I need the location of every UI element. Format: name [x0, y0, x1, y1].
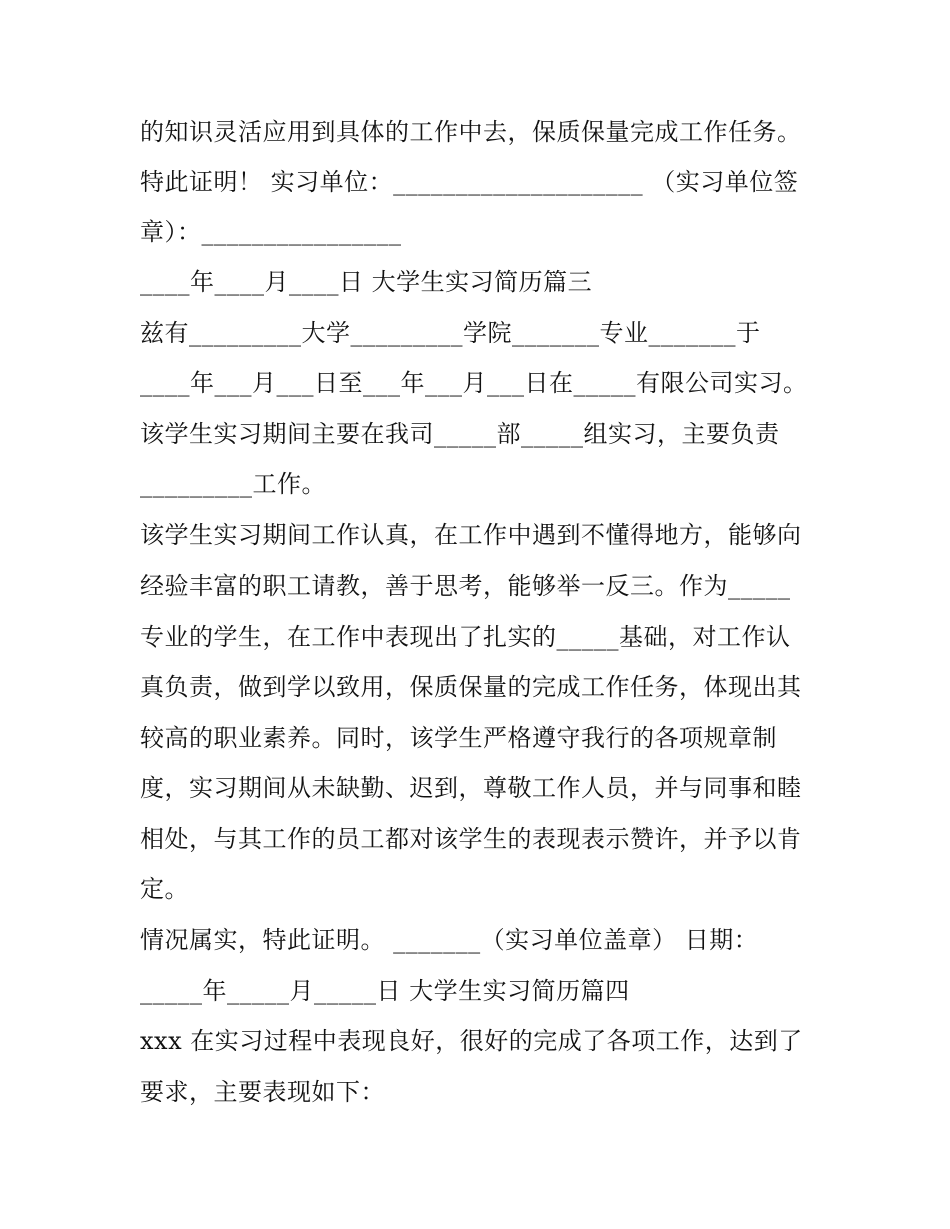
- paragraph-line: 要求，主要表现如下：: [140, 1078, 385, 1106]
- paragraph-line: 特此证明！ 实习单位：____________________ （实习单位签: [140, 168, 799, 196]
- paragraph-line: 该学生实习期间工作认真，在工作中遇到不懂得地方，能够向: [140, 521, 802, 549]
- paragraph-line: 较高的职业素养。同时，该学生严格遵守我行的各项规章制: [140, 724, 777, 752]
- paragraph-line: 该学生实习期间主要在我司_____部_____组实习，主要负责: [140, 420, 780, 448]
- paragraph-line: 定。: [140, 875, 189, 903]
- paragraph-line: 专业的学生，在工作中表现出了扎实的_____基础，对工作认: [140, 623, 791, 651]
- paragraph-line: 情况属实，特此证明。 _______（实习单位盖章） 日期：: [140, 926, 759, 954]
- paragraph-line: _________工作。: [140, 470, 326, 498]
- paragraph-line: 的知识灵活应用到具体的工作中去，保质保量完成工作任务。: [140, 118, 802, 146]
- paragraph-line: 经验丰富的职工请教，善于思考，能够举一反三。作为_____: [140, 572, 791, 600]
- paragraph-line: 相处，与其工作的员工都对该学生的表现表示赞许，并予以肯: [140, 825, 802, 853]
- section-heading-line: ____年____月____日 大学生实习简历篇三: [140, 268, 593, 296]
- paragraph-line: xxx 在实习过程中表现良好，很好的完成了各项工作，达到了: [140, 1027, 803, 1055]
- paragraph-line: ____年___月___日至___年___月___日在_____有限公司实习。: [140, 369, 808, 397]
- section-heading-line: _____年_____月_____日 大学生实习简历篇四: [140, 977, 630, 1005]
- paragraph-line: 度，实习期间从未缺勤、迟到，尊敬工作人员，并与同事和睦: [140, 774, 802, 802]
- paragraph-line: 章）：________________: [140, 218, 402, 246]
- paragraph-line: 真负责，做到学以致用，保质保量的完成工作任务，体现出其: [140, 673, 802, 701]
- paragraph-line: 兹有_________大学_________学院_______专业_______于: [140, 319, 761, 347]
